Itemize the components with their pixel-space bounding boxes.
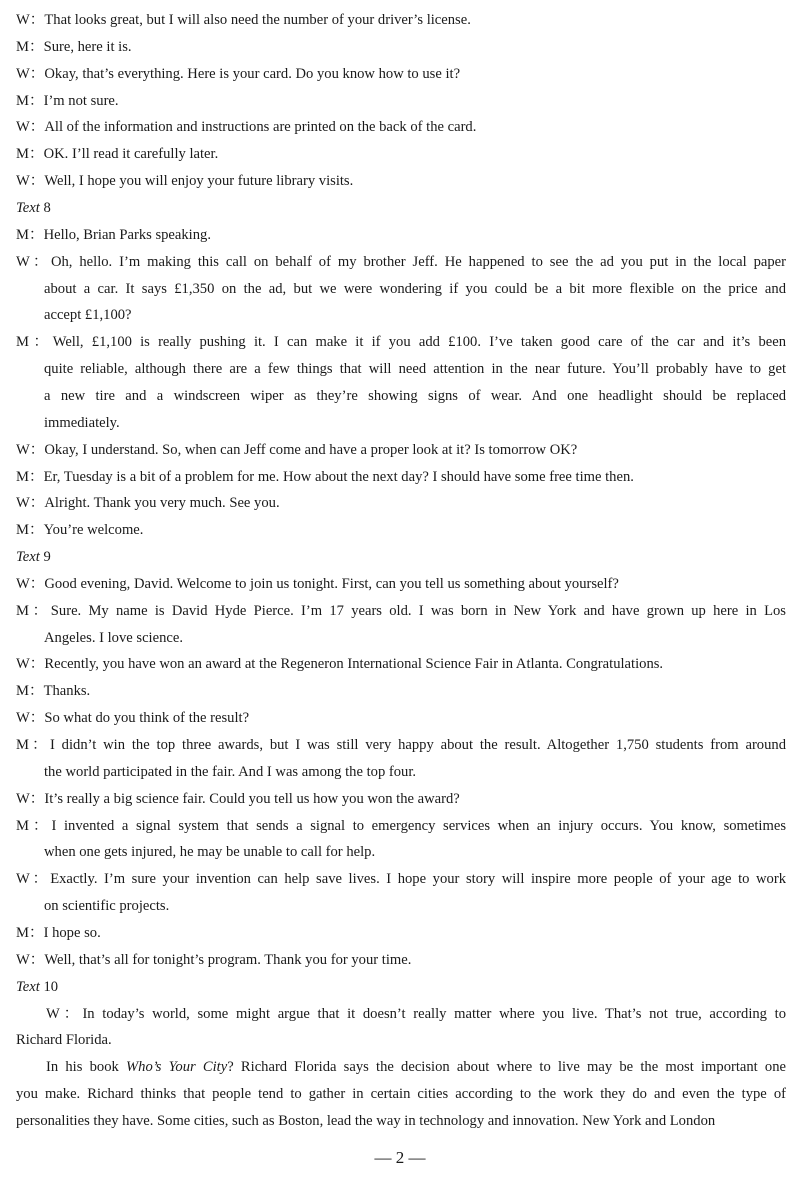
dialogue-continuation: about a car. It says £1,350 on the ad, but we were wondering if you could be a bit more flexible on the price and: [44, 280, 786, 297]
dialogue-line: [16, 331, 786, 353]
dialogue-text: All of the information and instructions are printed on the back of the card.: [44, 119, 477, 136]
dialogue-continuation: a new tire and a windscreen wiper as they’re showing signs of wear. And one headlight should be replaced: [44, 387, 786, 404]
dialogue-line: [16, 573, 786, 595]
dialogue-text: Sure. My name is David Hyde Pierce. I’m 17 years old. I was born in New York and have grown up here in Los: [50, 602, 786, 619]
speaker-label: W：: [16, 656, 45, 673]
speaker-label: W：: [16, 173, 45, 190]
dialogue-line: [16, 251, 786, 273]
section-heading-label: Text: [16, 978, 40, 995]
dialogue-continuation: immediately.: [44, 414, 120, 431]
speaker-label: W：: [16, 119, 45, 136]
speaker-label: W：: [16, 65, 45, 82]
speaker-label: M：: [16, 817, 52, 834]
dialogue-text: Well, that’s all for tonight’s program. Thank you for your time.: [44, 951, 412, 968]
paragraph-text: In his book: [46, 1059, 127, 1076]
section-heading-label: Text: [16, 549, 40, 565]
dialogue-line: [16, 492, 786, 514]
dialogue-text: Okay, that’s everything. Here is your card. Do you know how to use it?: [44, 65, 461, 82]
dialogue-text: So what do you think of the result?: [44, 710, 250, 727]
dialogue-text: Exactly. I’m sure your invention can help save lives. I hope your story will inspire more people of your age to work: [50, 871, 786, 888]
speaker-label: M：: [16, 146, 44, 163]
dialogue-text: OK. I’ll read it carefully later.: [43, 146, 219, 163]
dialogue-line: [16, 116, 786, 138]
dialogue-text: Oh, hello. I’m making this call on behalf of my brother Jeff. He happened to see the ad you put in the local paper: [50, 253, 786, 270]
section-heading-number: 10: [43, 978, 59, 995]
dialogue-line: [16, 653, 786, 675]
dialogue-text: Okay, I understand. So, when can Jeff come and have a proper look at it? Is tomorrow OK?: [44, 441, 578, 458]
dialogue-text: I invented a signal system that sends a signal to emergency services when an injury occurs. You know, sometimes: [51, 817, 786, 834]
dialogue-text: I’m not sure.: [43, 92, 119, 109]
speaker-label: W：: [16, 710, 45, 727]
dialogue-line: [16, 90, 786, 112]
dialogue-line: [16, 9, 786, 31]
paragraph-line: you make. Richard thinks that people tend to gather in certain cities according to the work they do and even the type of: [16, 1086, 786, 1102]
dialogue-text: Alright. Thank you very much. See you.: [44, 495, 280, 512]
dialogue-line: [16, 600, 786, 622]
dialogue-line: [16, 680, 786, 702]
speaker-label: M：: [16, 38, 44, 55]
dialogue-line: [16, 224, 786, 246]
dialogue-line: [16, 949, 786, 971]
section-heading: [16, 976, 786, 998]
dialogue-continuation: Angeles. I love science.: [44, 629, 183, 646]
section-heading-label: Text: [16, 200, 40, 216]
dialogue-line: [16, 815, 786, 837]
speaker-label: M：: [16, 92, 44, 109]
dialogue-text: Sure, here it is.: [43, 38, 132, 55]
section-heading: [16, 546, 786, 568]
paragraph-text: ? Richard Florida says the decision about where to live may be the most important one: [227, 1059, 786, 1076]
book-title: Who’s Your City: [126, 1059, 228, 1076]
dialogue-continuation: on scientific projects.: [44, 898, 170, 915]
dialogue-text: Thanks.: [43, 683, 91, 700]
paragraph-line: [46, 1003, 786, 1025]
section-heading: [16, 197, 786, 219]
paragraph-line: personalities they have. Some cities, such as Boston, lead the way in technology and innovation. New York and London: [16, 1112, 716, 1129]
dialogue-continuation: accept £1,100?: [44, 307, 132, 324]
speaker-label: W：: [16, 871, 51, 888]
speaker-label: M：: [16, 924, 44, 941]
paragraph-line: [46, 1056, 786, 1078]
dialogue-text: Well, £1,100 is really pushing it. I can make it if you add £100. I’ve taken good care of the car and it’s been: [52, 334, 786, 351]
speaker-label: M：: [16, 737, 50, 753]
dialogue-line: [16, 922, 786, 944]
dialogue-line: [16, 170, 786, 192]
dialogue-text: I didn’t win the top three awards, but I was still very happy about the result. Altogether 1,750 students from around: [49, 737, 786, 753]
dialogue-text: Recently, you have won an award at the Regeneron International Science Fair in Atlanta. Congratulations.: [44, 656, 664, 673]
speaker-label: M：: [16, 226, 44, 243]
dialogue-line: [16, 143, 786, 165]
speaker-label: W：: [16, 575, 45, 592]
dialogue-text: Hello, Brian Parks speaking.: [43, 226, 211, 243]
dialogue-line: [16, 439, 786, 461]
dialogue-line: [16, 36, 786, 58]
dialogue-text: You’re welcome.: [43, 522, 144, 539]
dialogue-text: I hope so.: [43, 924, 101, 941]
section-heading-number: 9: [43, 549, 51, 565]
speaker-label: M：: [16, 683, 44, 700]
dialogue-line: [16, 707, 786, 729]
dialogue-text: Well, I hope you will enjoy your future library visits.: [44, 173, 354, 190]
speaker-label: W：: [16, 253, 51, 270]
paragraph-line: Richard Florida.: [16, 1032, 112, 1049]
dialogue-line: [16, 868, 786, 890]
dialogue-continuation: the world participated in the fair. And I was among the top four.: [44, 763, 417, 780]
dialogue-line: [16, 734, 786, 756]
dialogue-line: [16, 788, 786, 810]
dialogue-text: It’s really a big science fair. Could you tell us how you won the award?: [44, 790, 460, 807]
speaker-label: W：: [16, 790, 45, 807]
dialogue-continuation: when one gets injured, he may be unable to call for help.: [44, 844, 376, 861]
page-number: — 2 —: [374, 1148, 426, 1167]
dialogue-line: [16, 63, 786, 85]
paragraph-text: In today’s world, some might argue that it doesn’t really matter where you live. That’s not true, according to: [82, 1005, 786, 1022]
speaker-label: W：: [16, 441, 45, 458]
speaker-label: W：: [16, 495, 45, 512]
speaker-label: W：: [16, 12, 45, 28]
dialogue-text: Er, Tuesday is a bit of a problem for me. How about the next day? I should have some free time then.: [43, 468, 634, 485]
speaker-label: M：: [16, 522, 44, 539]
section-heading-number: 8: [43, 200, 51, 216]
dialogue-text: That looks great, but I will also need the number of your driver’s license.: [44, 12, 471, 28]
dialogue-line: [16, 466, 786, 488]
dialogue-text: Good evening, David. Welcome to join us tonight. First, can you tell us something about yourself?: [44, 575, 619, 592]
dialogue-line: [16, 519, 786, 541]
speaker-label: W：: [16, 951, 45, 968]
speaker-label: W：: [46, 1005, 83, 1022]
speaker-label: M：: [16, 468, 44, 485]
dialogue-continuation: quite reliable, although there are a few things that will need attention in the near future. You’ll probably have to get: [44, 361, 786, 378]
speaker-label: M：: [16, 334, 53, 351]
speaker-label: M：: [16, 602, 51, 619]
